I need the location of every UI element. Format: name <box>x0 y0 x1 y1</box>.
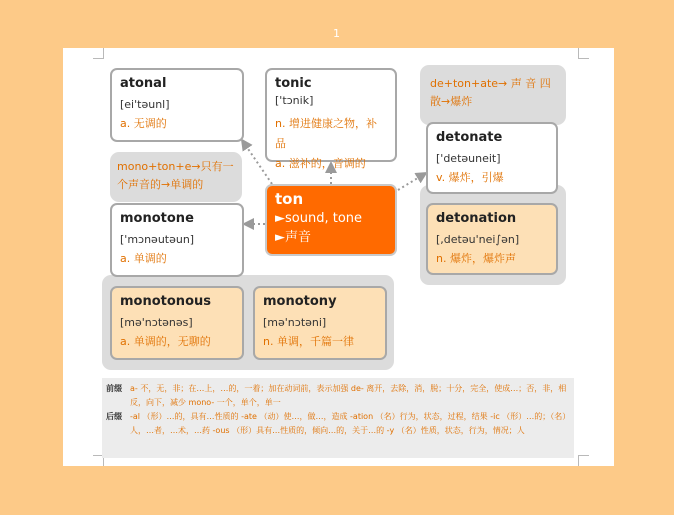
suffix-label: 后缀 <box>106 412 122 421</box>
def-tonic-line-1: n. 增进健康之物，补品 <box>275 117 377 150</box>
card-monotony <box>253 286 387 360</box>
def-tonic <box>275 114 387 174</box>
monotone-etymology-line-2: 个声音的→单调的 <box>117 178 204 191</box>
word-detonation: detonation <box>436 211 517 226</box>
word-monotonous: monotonous <box>120 294 211 309</box>
card-atonal <box>110 68 244 142</box>
monotone-etymology-line-1: mono+ton+e→只有一 <box>117 160 234 173</box>
def-monotony: n. 单调，千篇一律 <box>263 335 354 348</box>
prefix-row <box>106 382 570 410</box>
ipa-detonation: [,detəu'nei∫ən] <box>436 233 520 246</box>
card-monotonous <box>110 286 244 360</box>
ipa-monotonous: [mə'nɔtənəs] <box>120 316 193 329</box>
word-detonate: detonate <box>436 130 503 145</box>
detonate-etymology-line-2: 散→爆炸 <box>430 95 473 108</box>
card-monotone <box>110 203 244 277</box>
center-root-ton <box>265 184 397 256</box>
suffix-text: -al （形）…的，具有…性质的 -ate （动）使…，做…，造成 -ation （名）行为，状态，过程，结果 -ic （形）…的；（名）人，…者，…术，…药 -ous （形）具有…性质的，倾向…的，关于…的 -y （名）性质，状态，行为，情况；人 <box>130 412 567 435</box>
ipa-atonal: [ei'təunl] <box>120 98 170 111</box>
def-detonation: n. 爆炸，爆炸声 <box>436 252 516 265</box>
def-atonal: a. 无调的 <box>120 117 167 130</box>
card-detonate <box>426 122 558 194</box>
affix-notes <box>102 378 574 458</box>
ipa-tonic: ['tɔnik] <box>275 94 314 107</box>
root-meaning-1: ►sound, tone <box>275 211 363 226</box>
word-tonic: tonic <box>275 76 312 91</box>
word-monotone: monotone <box>120 211 194 226</box>
def-monotone: a. 单调的 <box>120 252 167 265</box>
def-tonic-line-2: a. 滋补的，音调的 <box>275 157 366 170</box>
word-monotony: monotony <box>263 294 337 309</box>
detonate-etymology-line-1: de+ton+ate→ 声 音 四 <box>430 77 551 90</box>
root-meaning-2: ►声音 <box>275 230 311 245</box>
def-detonate: v. 爆炸，引爆 <box>436 171 504 184</box>
page-number: 1 <box>333 27 340 40</box>
ipa-monotone: ['mɔnəutəun] <box>120 233 195 246</box>
root-word: ton <box>275 190 304 208</box>
ipa-detonate: ['detəuneit] <box>436 152 501 165</box>
card-tonic <box>265 68 397 170</box>
arrow-to-detonate <box>398 173 426 190</box>
prefix-text: a- 不，无，非；在…上，…的，一着；加在动词前，表示加强 de- 离开，去除，消，脱；十分，完全，使成…；否，非，相反，向下，减少 mono- 一个，单个，单一 <box>130 384 567 407</box>
prefix-label: 前缀 <box>106 384 122 393</box>
def-monotonous: a. 单调的，无聊的 <box>120 335 211 348</box>
word-atonal: atonal <box>120 76 167 91</box>
suffix-row <box>106 410 570 438</box>
card-detonation <box>426 203 558 275</box>
ipa-monotony: [mə'nɔtəni] <box>263 316 327 329</box>
